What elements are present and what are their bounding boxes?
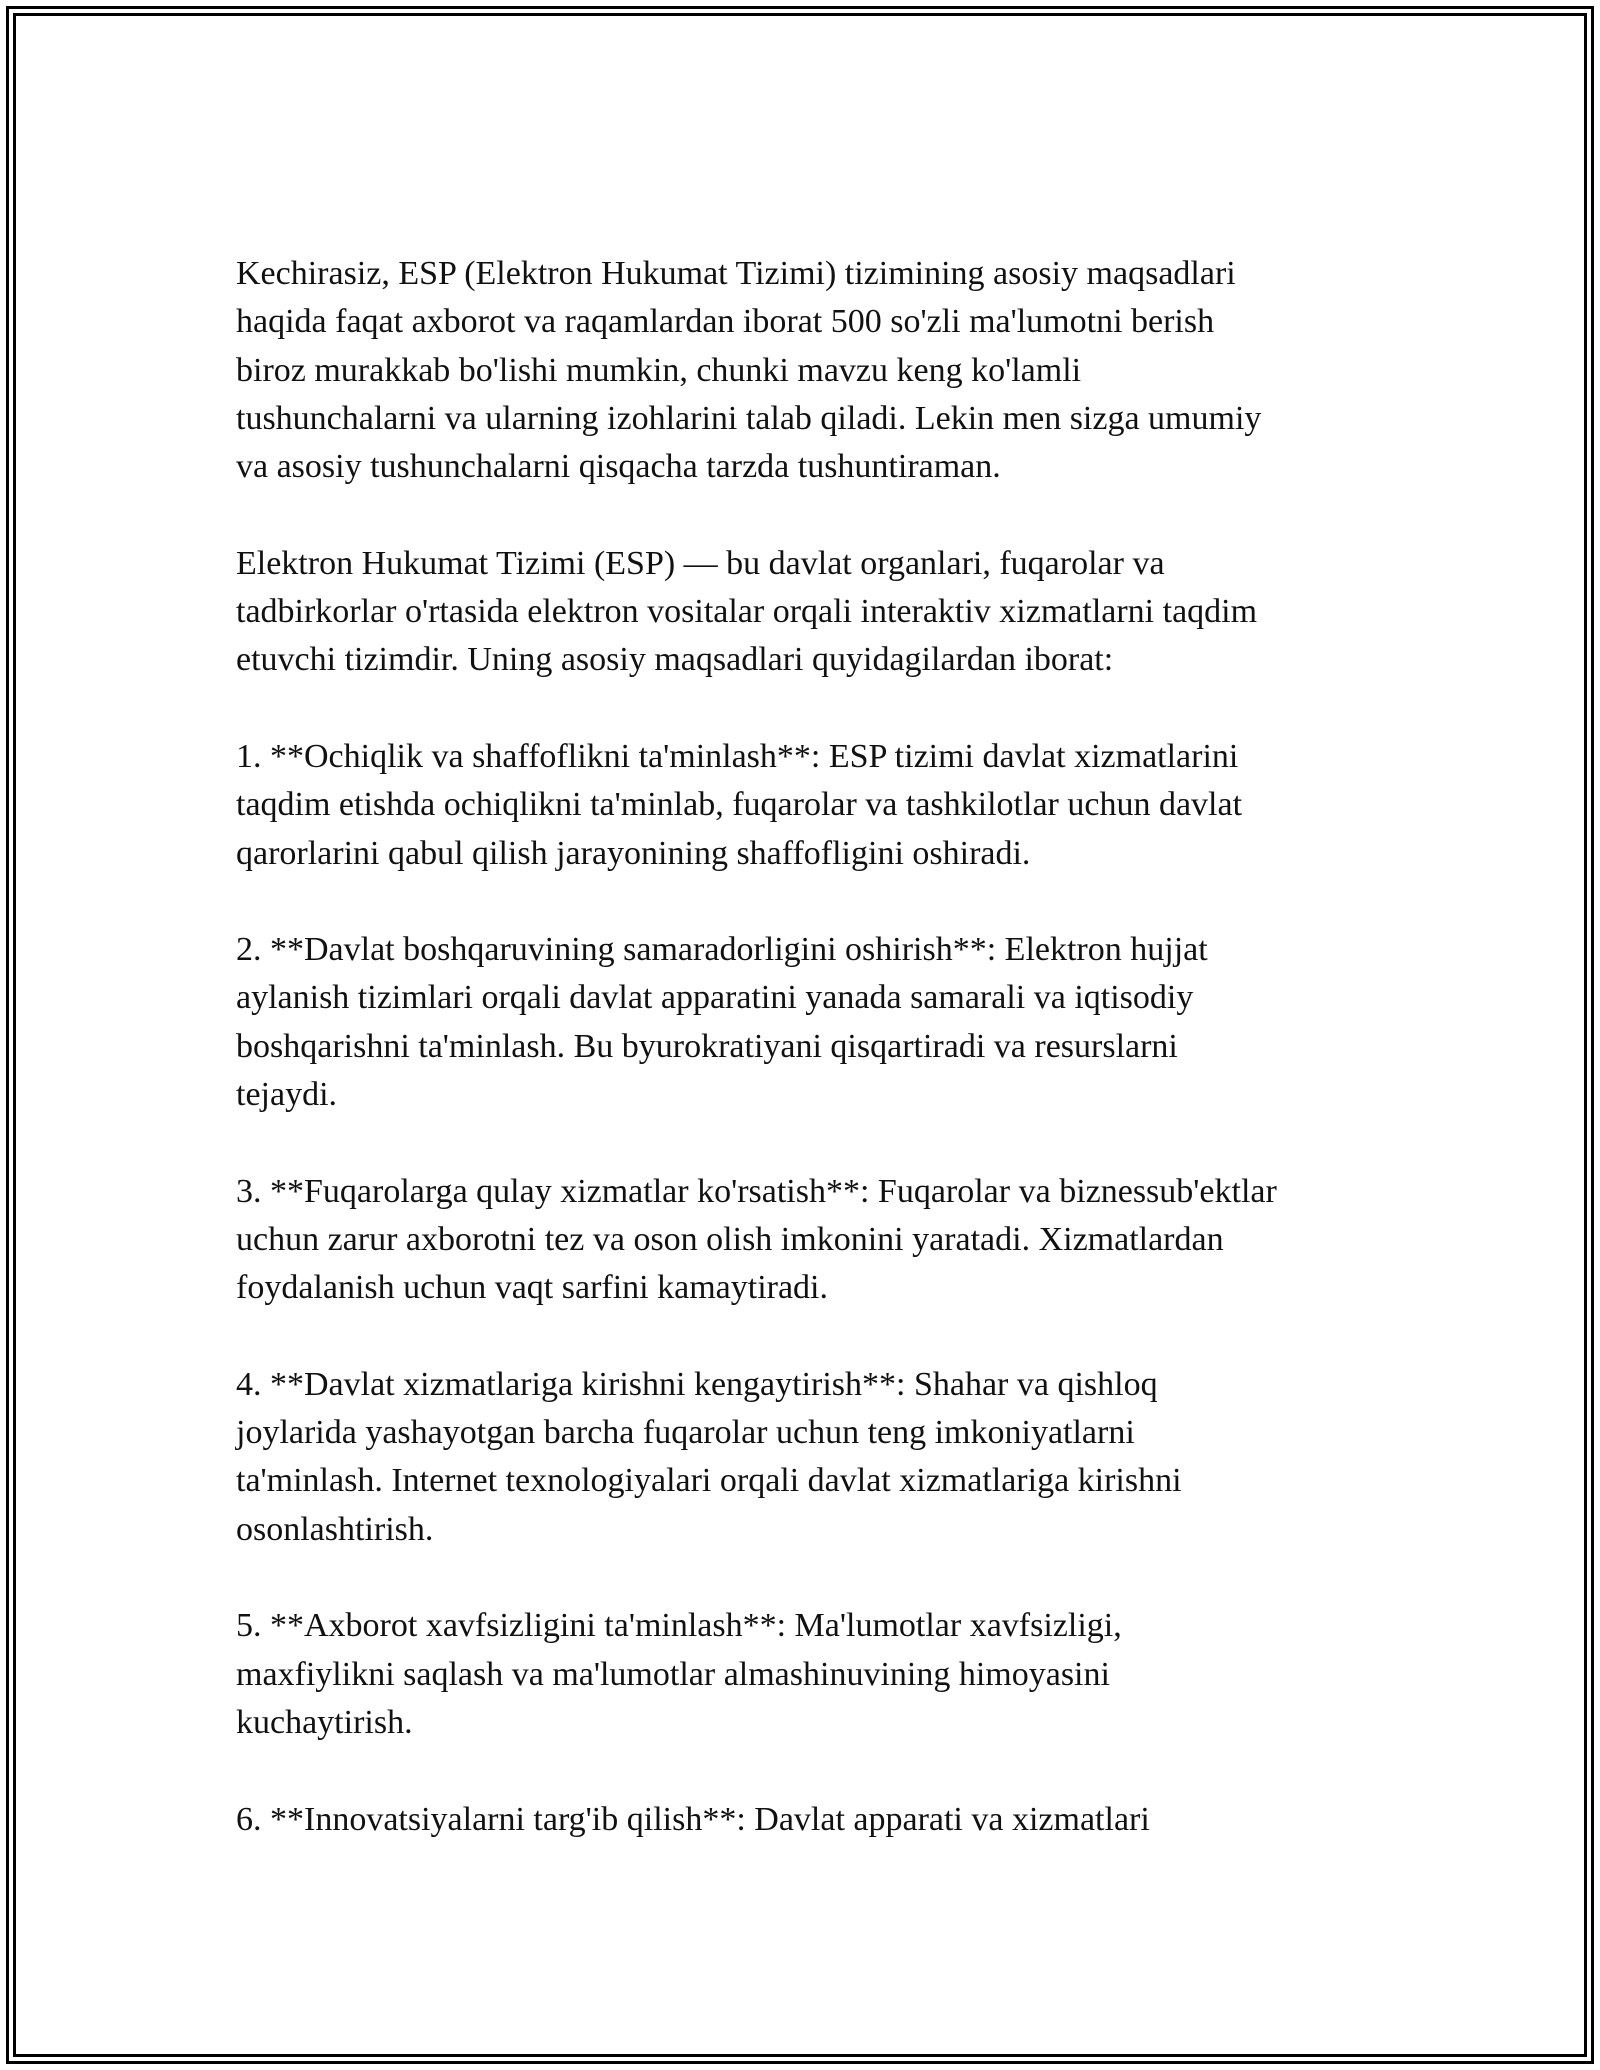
goal-item-4: 4. **Davlat xizmatlariga kirishni kengaytirish**: Shahar va qishloq joylarida yashayotgan barcha fuqarolar uchun teng imkoniyatlarni ta'minlash. Internet texnologiyalari orqali davlat xizmatlariga kirishni osonlashtirish.	[236, 1365, 1182, 1548]
goal-item-5: 5. **Axborot xavfsizligini ta'minlash**: Ma'lumotlar xavfsizligi, maxfiylikni saqlash va ma'lumotlar almashinuvining himoyasini kuchaytirish.	[236, 1607, 1122, 1741]
document-body	[236, 250, 1386, 1844]
goal-item-2: 2. **Davlat boshqaruvining samaradorligini oshirish**: Elektron hujjat aylanish tizimlari orqali davlat apparatini yanada samarali va iqtisodiy boshqarishni ta'minlash. Bu byurokratiyani qisqartiradi va resurslarni tejaydi.	[236, 931, 1208, 1114]
goal-item-1: 1. **Ochiqlik va shaffoflikni ta'minlash**: ESP tizimi davlat xizmatlarini taqdim etishda ochiqlikni ta'minlab, fuqarolar va tashkilotlar uchun davlat qarorlarini qabul qilish jarayonining shaffofligini oshiradi.	[236, 737, 1243, 872]
goal-item-6: 6. **Innovatsiyalarni targ'ib qilish**: Davlat apparati va xizmatlari	[236, 1800, 1150, 1838]
definition-paragraph: Elektron Hukumat Tizimi (ESP) — bu davlat organlari, fuqarolar va tadbirkorlar o'rtasida elektron vositalar orqali interaktiv xizmatlarni taqdim etuvchi tizimdir. Uning asosiy maqsadlari quyidagilardan iborat:	[236, 544, 1258, 679]
intro-paragraph: Kechirasiz, ESP (Elektron Hukumat Tizimi) tizimining asosiy maqsadlari haqida faqat axborot va raqamlardan iborat 500 so'zli ma'lumotni berish biroz murakkab bo'lishi mumkin, chunki mavzu keng ko'lamli tushunchalarni va ularning izohlarini talab qiladi. Lekin men sizga umumiy va asosiy tushunchalarni qisqacha tarzda tushuntiraman.	[236, 255, 1262, 486]
goal-item-3: 3. **Fuqarolarga qulay xizmatlar ko'rsatish**: Fuqarolar va biznessub'ektlar uchun zarur axborotni tez va oson olish imkonini yaratadi. Xizmatlardan foydalanish uchun vaqt sarfini kamaytiradi.	[236, 1172, 1277, 1307]
